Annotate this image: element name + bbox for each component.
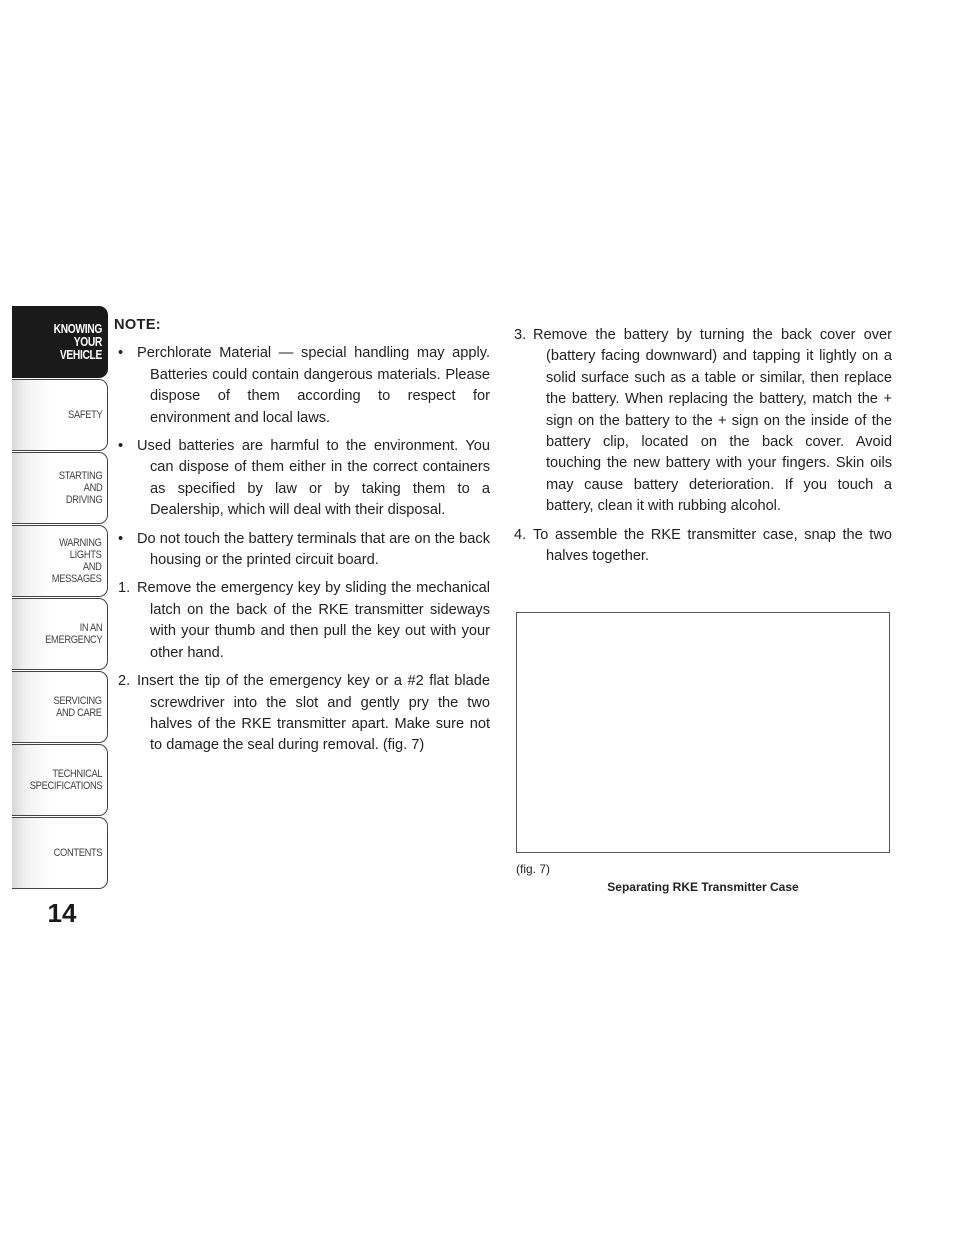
chapter-tabs xyxy=(12,306,108,890)
step-item xyxy=(510,325,892,518)
tab-technical-specifications[interactable] xyxy=(12,744,108,816)
tab-safety[interactable] xyxy=(12,379,108,451)
tab-label: IN AN EMERGENCY xyxy=(44,622,102,646)
step-text: To assemble the RKE transmitter case, snap the two halves together. xyxy=(533,526,892,565)
figure-image-placeholder xyxy=(516,612,890,853)
step-number: 2. xyxy=(118,673,131,690)
step-text: Remove the battery by turning the back cover over (battery facing downward) and tapping it lightly on a solid surface such as a table or similar, then replace the battery. When replacing the battery, match the + sign on the battery to the + sign on the inside of the battery clip, located on the back cover. Avoid touching the new battery with your fingers. Skin oils may cause battery deterioration. If you touch a battery, clean it with rubbing alcohol. xyxy=(533,327,892,515)
list-item xyxy=(114,436,490,522)
step-text: Insert the tip of the emergency key or a #2 flat blade screwdriver into the slot and gently pry the two halves of the RKE transmitter apart. Make sure not to damage the seal during removal. (fig. 7) xyxy=(137,673,490,754)
bullet-text: Perchlorate Material — special handling may apply. Batteries could contain dangerous materials. Please dispose of them according to respect for environment and local laws. xyxy=(137,345,490,426)
list-item xyxy=(114,529,490,572)
list-item xyxy=(114,343,490,429)
tab-label: WARNING LIGHTS AND MESSAGES xyxy=(52,537,102,585)
tab-label: KNOWING YOUR VEHICLE xyxy=(53,321,102,362)
tab-label: STARTING AND DRIVING xyxy=(58,470,102,506)
step-item xyxy=(114,578,490,664)
step-item xyxy=(114,671,490,757)
note-title: NOTE: xyxy=(114,317,161,333)
tab-label: SAFETY xyxy=(67,409,102,421)
page-number: 14 xyxy=(47,898,77,928)
tab-label: CONTENTS xyxy=(53,847,102,859)
tab-knowing-your-vehicle[interactable] xyxy=(12,306,108,378)
figure-label: (fig. 7) xyxy=(516,862,551,876)
bullet-marker: • xyxy=(118,345,124,362)
step-number: 1. xyxy=(118,580,131,597)
tab-label: SERVICING AND CARE xyxy=(53,695,102,719)
bullet-marker: • xyxy=(118,438,124,455)
step-item xyxy=(510,525,892,568)
tab-label: TECHNICAL SPECIFICATIONS xyxy=(29,768,102,792)
left-column xyxy=(114,315,490,764)
step-text: Remove the emergency key by sliding the mechanical latch on the back of the RKE transmitter sideways with your thumb and then pull the key out with your other hand. xyxy=(137,580,490,661)
bullet-text: Used batteries are harmful to the environment. You can dispose of them either in the correct containers as specified by law or by taking them to a Dealership, which will deal with their disposal. xyxy=(137,438,490,519)
bullet-marker: • xyxy=(118,530,124,547)
bullet-text: Do not touch the battery terminals that are on the back housing or the printed circuit board. xyxy=(137,530,490,569)
step-number: 4. xyxy=(514,526,527,543)
tab-servicing-and-care[interactable] xyxy=(12,671,108,743)
right-column xyxy=(510,325,892,574)
tab-starting-and-driving[interactable] xyxy=(12,452,108,524)
figure-caption: Separating RKE Transmitter Case xyxy=(607,880,799,894)
tab-in-an-emergency[interactable] xyxy=(12,598,108,670)
step-number: 3. xyxy=(514,327,527,343)
tab-warning-lights-and-messages[interactable] xyxy=(12,525,108,597)
tab-contents[interactable] xyxy=(12,817,108,889)
